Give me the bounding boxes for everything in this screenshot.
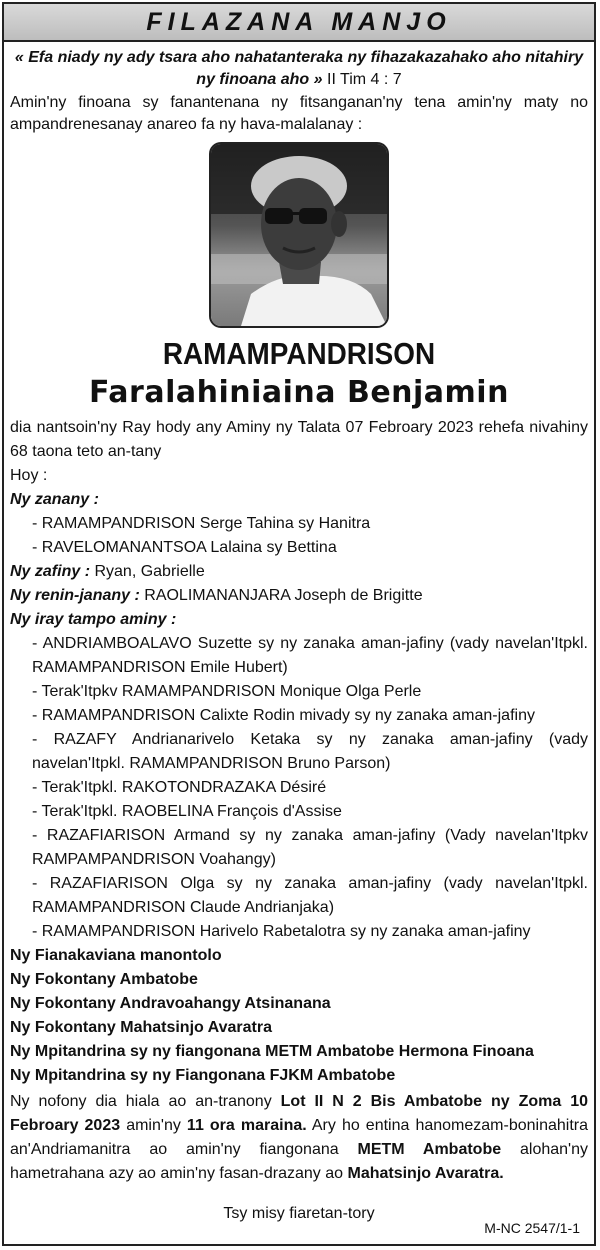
closing-note: Tsy misy fiaretan-tory (223, 1205, 375, 1222)
zanany-item: - RAVELOMANANTSOA Lalaina sy Bettina (32, 539, 337, 556)
deceased-given-names: Faralahiniaina Benjamin (89, 375, 509, 410)
funeral-time: 11 ora maraina. (186, 1117, 307, 1134)
funeral-text: alohan'ny hametrahana azy ao amin'ny fasan-drazany ao (10, 1141, 589, 1182)
list-item-text: - ANDRIAMBOALAVO Suzette sy ny zanaka aman-jafiny (vady navelan'Itpkl. RAMAMPANDRISON Emile Hubert) (32, 635, 588, 676)
group-item: Ny Fokontany Mahatsinjo Avaratra (10, 1019, 272, 1036)
funeral-text: Ary ho entina hanomezam-boninahitra an'Andriamanitra ao amin'ny fiangonana (10, 1117, 589, 1158)
group-item: Ny Fianakaviana manontolo (10, 947, 222, 964)
bible-verse (10, 47, 588, 91)
zanany-label: Ny zanany : (10, 491, 99, 508)
intro-text: Amin'ny finoana sy fanantenana ny fitsanganan'ny tena amin'ny maty no ampandrenesanay anareo fa ny hava-malalanay : (10, 94, 588, 133)
list-item (10, 824, 588, 872)
portrait-image (211, 144, 387, 326)
content (4, 42, 594, 1226)
hoy-label: Hoy : (10, 467, 48, 484)
list-item: - RAMAMPANDRISON Calixte Rodin mivady sy ny zanaka aman-jafiny (32, 707, 535, 724)
obituary-frame (2, 2, 596, 1246)
list-item (10, 632, 588, 680)
renin-janany-line (10, 584, 588, 608)
zafiny-label: Ny zafiny : (10, 563, 91, 580)
renin-janany-value: RAOLIMANANJARA Joseph de Brigitte (139, 587, 423, 604)
funeral-details (10, 1090, 588, 1186)
iray-tampo-list (10, 632, 588, 944)
list-item: - Terak'Itpkl. RAOBELINA François d'Assise (32, 803, 342, 820)
funeral-church: METM Ambatobe (357, 1141, 502, 1158)
iray-tampo-label: Ny iray tampo aminy : (10, 611, 177, 628)
list-item-text: - RAZAFIARISON Armand sy ny zanaka aman-jafiny (Vady navelan'Itpkv RAMPAMPANDRISON Voahangy) (32, 827, 588, 868)
zanany-item: - RAMAMPANDRISON Serge Tahina sy Hanitra (32, 515, 371, 532)
list-item: - RAMAMPANDRISON Harivelo Rabetalotra sy ny zanaka aman-jafiny (32, 923, 531, 940)
renin-janany-label: Ny renin-janany : (10, 587, 140, 604)
zafiny-line (10, 560, 588, 584)
funeral-location-date: Lot II N 2 Bis Ambatobe ny Zoma 10 Febroary 2023 (10, 1093, 588, 1134)
group-item: Ny Fokontany Andravoahangy Atsinanana (10, 995, 331, 1012)
list-item (10, 872, 588, 920)
verse-text: « Efa niady ny ady tsara aho nahatanteraka ny fihazakazahako aho nitahiry ny finoana aho » (14, 49, 584, 88)
list-item-text: - RAZAFY Andrianarivelo Ketaka sy ny zanaka aman-jafiny (vady navelan'Itpkl. RAMAMPANDRISON Bruno Parson) (32, 731, 588, 772)
list-item (10, 728, 588, 776)
funeral-text: Ny nofony dia hiala ao an-tranony (10, 1093, 281, 1110)
reference-code: M-NC 2547/1-1 (484, 1220, 580, 1236)
group-item: Ny Mpitandrina sy ny Fiangonana FJKM Ambatobe (10, 1067, 396, 1084)
funeral-text: amin'ny (120, 1117, 187, 1134)
verse-reference: II Tim 4 : 7 (327, 71, 402, 88)
groups-list (10, 944, 588, 1088)
deceased-surname: RAMAMPANDRISON (162, 336, 436, 371)
banner (4, 4, 594, 42)
zafiny-value: Ryan, Gabrielle (90, 563, 205, 580)
portrait-photo (209, 142, 389, 328)
death-announcement: dia nantsoin'ny Ray hody any Aminy ny Talata 07 Febroary 2023 rehefa nivahiny 68 taona teto an-tany (10, 419, 588, 460)
group-item: Ny Mpitandrina sy ny fiangonana METM Ambatobe Hermona Finoana (10, 1043, 534, 1060)
group-item: Ny Fokontany Ambatobe (10, 971, 198, 988)
list-item: - Terak'Itpkv RAMAMPANDRISON Monique Olga Perle (32, 683, 422, 700)
burial-place: Mahatsinjo Avaratra. (347, 1165, 504, 1182)
banner-title: FILAZANA MANJO (146, 7, 452, 36)
list-item-text: - RAZAFIARISON Olga sy ny zanaka aman-jafiny (vady navelan'Itpkl. RAMAMPANDRISON Claude Andrianjaka) (32, 875, 588, 916)
list-item: - Terak'Itpkl. RAKOTONDRAZAKA Désiré (32, 779, 327, 796)
